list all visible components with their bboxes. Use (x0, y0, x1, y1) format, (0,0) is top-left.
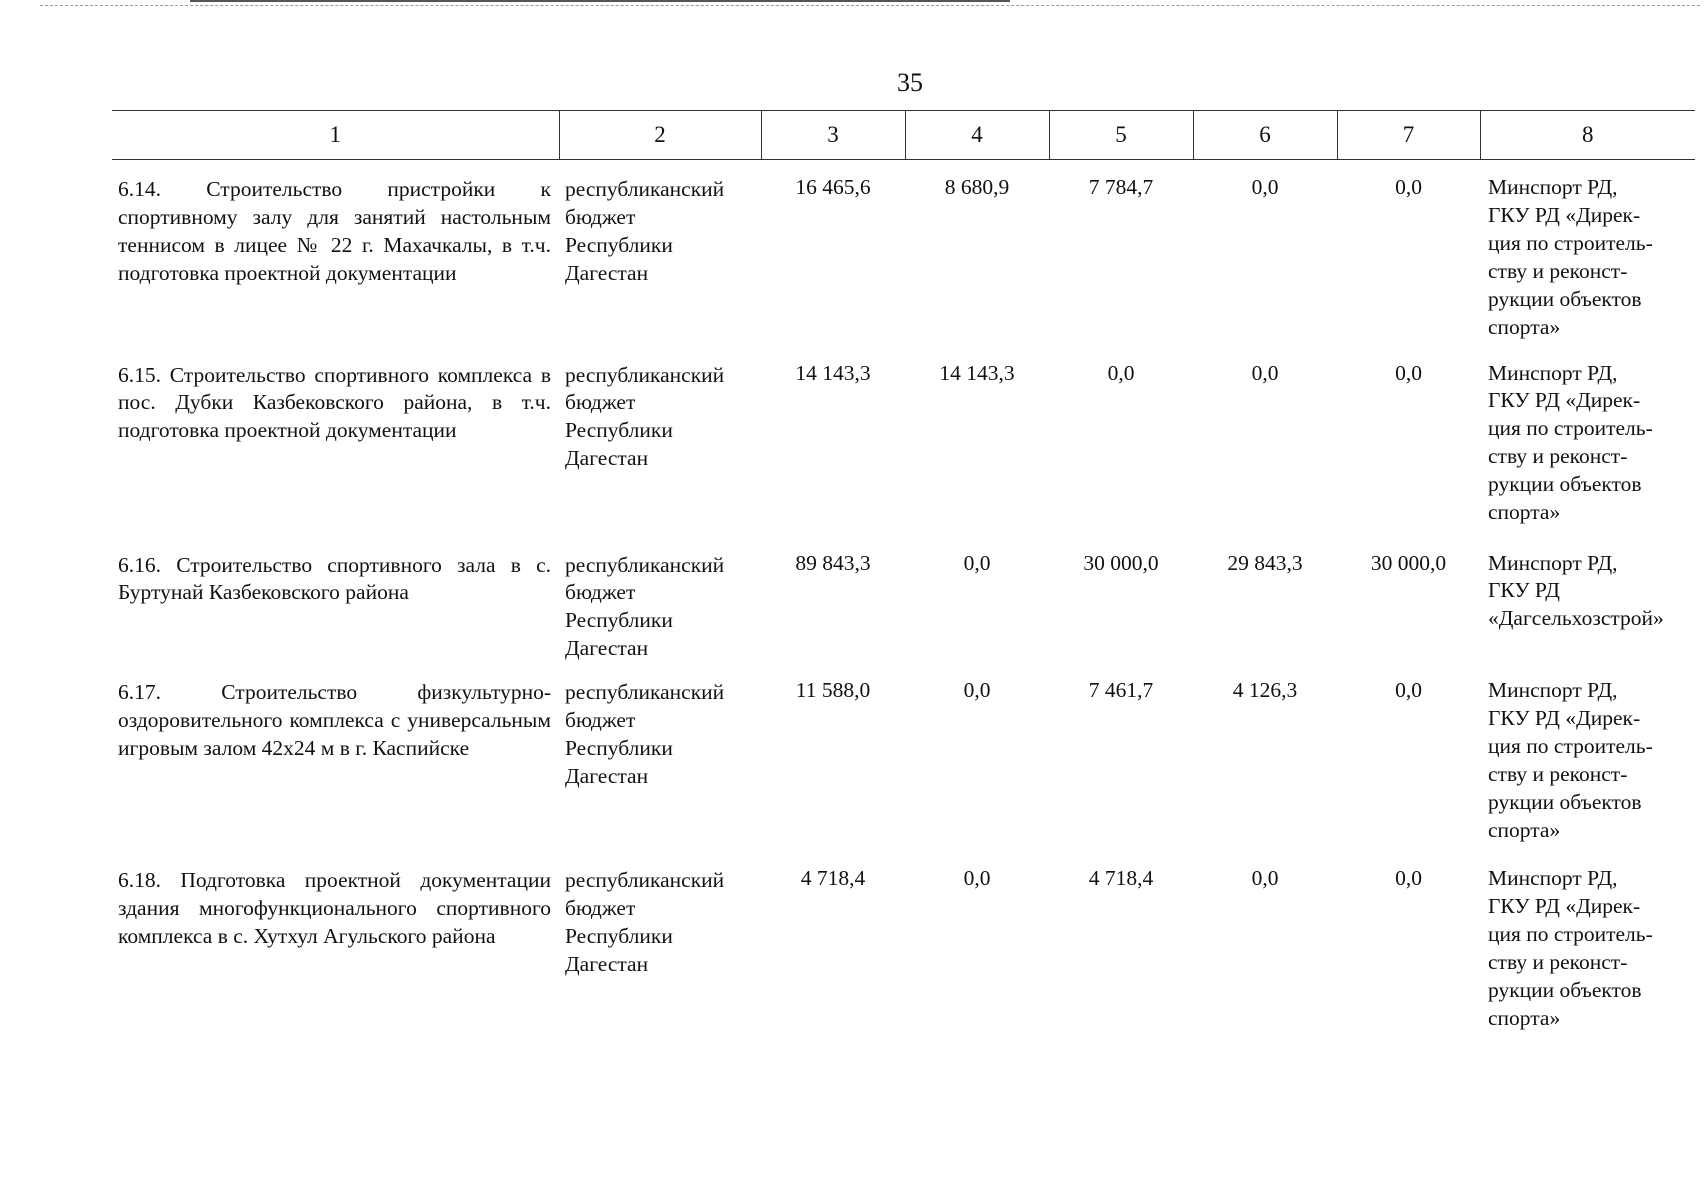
funding-source-line: Дагестан (565, 260, 649, 285)
executor-line: рукции объектов (1488, 978, 1642, 1002)
value-col-6: 0,0 (1251, 360, 1279, 385)
column-header-6: 6 (1193, 111, 1337, 160)
executor-line: Минспорт РД, (1488, 550, 1618, 575)
column-header-4: 4 (905, 111, 1049, 160)
value-col-3: 89 843,3 (795, 550, 871, 575)
funding-source (559, 536, 761, 664)
funding-source-line: Дагестан (565, 952, 649, 977)
scan-dark-line (190, 0, 1010, 2)
executor-line: спорта» (1488, 314, 1561, 339)
value-col-7: 0,0 (1395, 866, 1422, 891)
value-col-3: 14 143,3 (795, 360, 871, 385)
table-row (112, 851, 1695, 1051)
executor-line: спорта» (1488, 500, 1561, 525)
scan-dashed-line (40, 5, 1700, 6)
executor-line: ГКУ РД «Дирек- (1488, 202, 1641, 227)
funding-source-line: Республики (565, 924, 673, 949)
executor-line: ГКУ РД «Дирек- (1488, 388, 1641, 413)
executor-line: Минспорт РД, (1488, 678, 1618, 703)
column-header-5: 5 (1049, 111, 1193, 160)
measure-description: 6.17. Строительство физкультурно-оздоровительного комплекса с универсальным игровым залом 42х24 м в г. Каспийске (118, 680, 551, 761)
executor (1480, 851, 1695, 1051)
executor-line: ГКУ РД «Дирек- (1488, 894, 1641, 919)
measure-description: 6.18. Подготовка проектной документации здания многофункционального спортивного комплекса в с. Хутхул Агульского района (118, 868, 551, 949)
funding-source-line: республиканский (565, 177, 725, 201)
value-col-7: 0,0 (1395, 360, 1422, 385)
executor-line: ция по строитель- (1488, 416, 1653, 441)
value-col-7: 0,0 (1395, 175, 1422, 199)
value-col-4: 8 680,9 (944, 175, 1010, 199)
measure-description: 6.16. Строительство спортивного зала в с. Буртунай Казбековского района (118, 552, 551, 605)
executor-line: ству и реконст- (1488, 762, 1628, 787)
executor-line: Минспорт РД, (1488, 866, 1618, 891)
funding-source-line: Дагестан (565, 764, 649, 789)
table-row (112, 536, 1695, 664)
value-col-6: 0,0 (1251, 866, 1279, 891)
value-col-5: 30 000,0 (1083, 550, 1159, 575)
executor-line: ция по строитель- (1488, 230, 1653, 255)
funding-source-line: бюджет (565, 580, 636, 605)
funding-source (559, 346, 761, 536)
funding-source-line: республиканский (565, 552, 725, 577)
column-header-7: 7 (1337, 111, 1480, 160)
column-header-2: 2 (559, 111, 761, 160)
funding-source-line: Республики (565, 736, 673, 761)
executor (1480, 536, 1695, 664)
funding-source-line: бюджет (565, 204, 636, 229)
funding-source-line: Дагестан (565, 446, 649, 471)
executor-line: ству и реконст- (1488, 444, 1628, 469)
page-number: 35 (897, 68, 923, 97)
value-col-7: 30 000,0 (1370, 550, 1447, 575)
executor (1480, 663, 1695, 851)
funding-source-line: бюджет (565, 390, 636, 415)
table-header-row (112, 111, 1695, 160)
table-row (112, 663, 1695, 851)
measure-description: 6.15. Строительство спортивного комплекса в пос. Дубки Казбековского района, в т.ч. подготовка проектной документации (118, 362, 551, 443)
funding-source-line: республиканский (565, 680, 725, 705)
funding-source-line: Республики (565, 232, 673, 257)
executor-line: рукции объектов (1488, 790, 1642, 814)
value-col-6: 29 843,3 (1227, 550, 1303, 575)
funding-source-line: республиканский (565, 868, 725, 893)
funding-source (559, 663, 761, 851)
executor-line: «Дагсельхозстрой» (1488, 606, 1664, 631)
value-col-6: 0,0 (1251, 175, 1279, 199)
value-col-3: 4 718,4 (800, 866, 866, 891)
value-col-6: 4 126,3 (1232, 678, 1298, 703)
executor-line: ству и реконст- (1488, 950, 1628, 975)
value-col-3: 11 588,0 (795, 678, 871, 703)
value-col-7: 0,0 (1395, 678, 1422, 703)
value-col-4: 0,0 (963, 678, 991, 703)
table-row (112, 346, 1695, 536)
column-header-8: 8 (1480, 111, 1695, 160)
table-row (112, 160, 1695, 346)
value-col-4: 0,0 (963, 550, 991, 575)
value-col-5: 4 718,4 (1088, 866, 1154, 891)
executor-line: ГКУ РД «Дирек- (1488, 706, 1641, 731)
executor-line: ция по строитель- (1488, 922, 1653, 947)
executor-line: Минспорт РД, (1488, 175, 1618, 199)
value-col-5: 0,0 (1107, 360, 1135, 385)
executor-line: спорта» (1488, 817, 1561, 842)
column-header-3: 3 (761, 111, 905, 160)
executor-line: спорта» (1488, 1005, 1561, 1030)
executor-line: Минспорт РД, (1488, 360, 1618, 385)
column-header-1: 1 (112, 111, 559, 160)
funding-source-line: Дагестан (565, 636, 649, 661)
value-col-4: 14 143,3 (939, 360, 1015, 385)
scan-top-edge (0, 0, 1706, 14)
funding-source (559, 851, 761, 1051)
funding-source-line: бюджет (565, 708, 636, 733)
executor (1480, 160, 1695, 346)
funding-source-line: бюджет (565, 896, 636, 921)
funding-source-line: республиканский (565, 362, 725, 387)
value-col-5: 7 784,7 (1088, 175, 1154, 199)
executor-line: ГКУ РД (1488, 578, 1560, 603)
executor-line: рукции объектов (1488, 472, 1642, 497)
funding-source-line: Республики (565, 418, 673, 443)
executor-line: ция по строитель- (1488, 734, 1653, 759)
executor-line: рукции объектов (1488, 286, 1642, 311)
value-col-5: 7 461,7 (1088, 678, 1154, 703)
program-table (112, 110, 1695, 1051)
executor (1480, 346, 1695, 536)
funding-source (559, 160, 761, 346)
measure-description: 6.14. Строительство пристройки к спортивному залу для занятий настольным теннисом в лицее № 22 г. Махачкалы, в т.ч. подготовка проектной документации (118, 177, 551, 285)
executor-line: ству и реконст- (1488, 258, 1628, 283)
value-col-4: 0,0 (963, 866, 991, 891)
value-col-3: 16 465,6 (795, 175, 871, 199)
funding-source-line: Республики (565, 608, 673, 633)
